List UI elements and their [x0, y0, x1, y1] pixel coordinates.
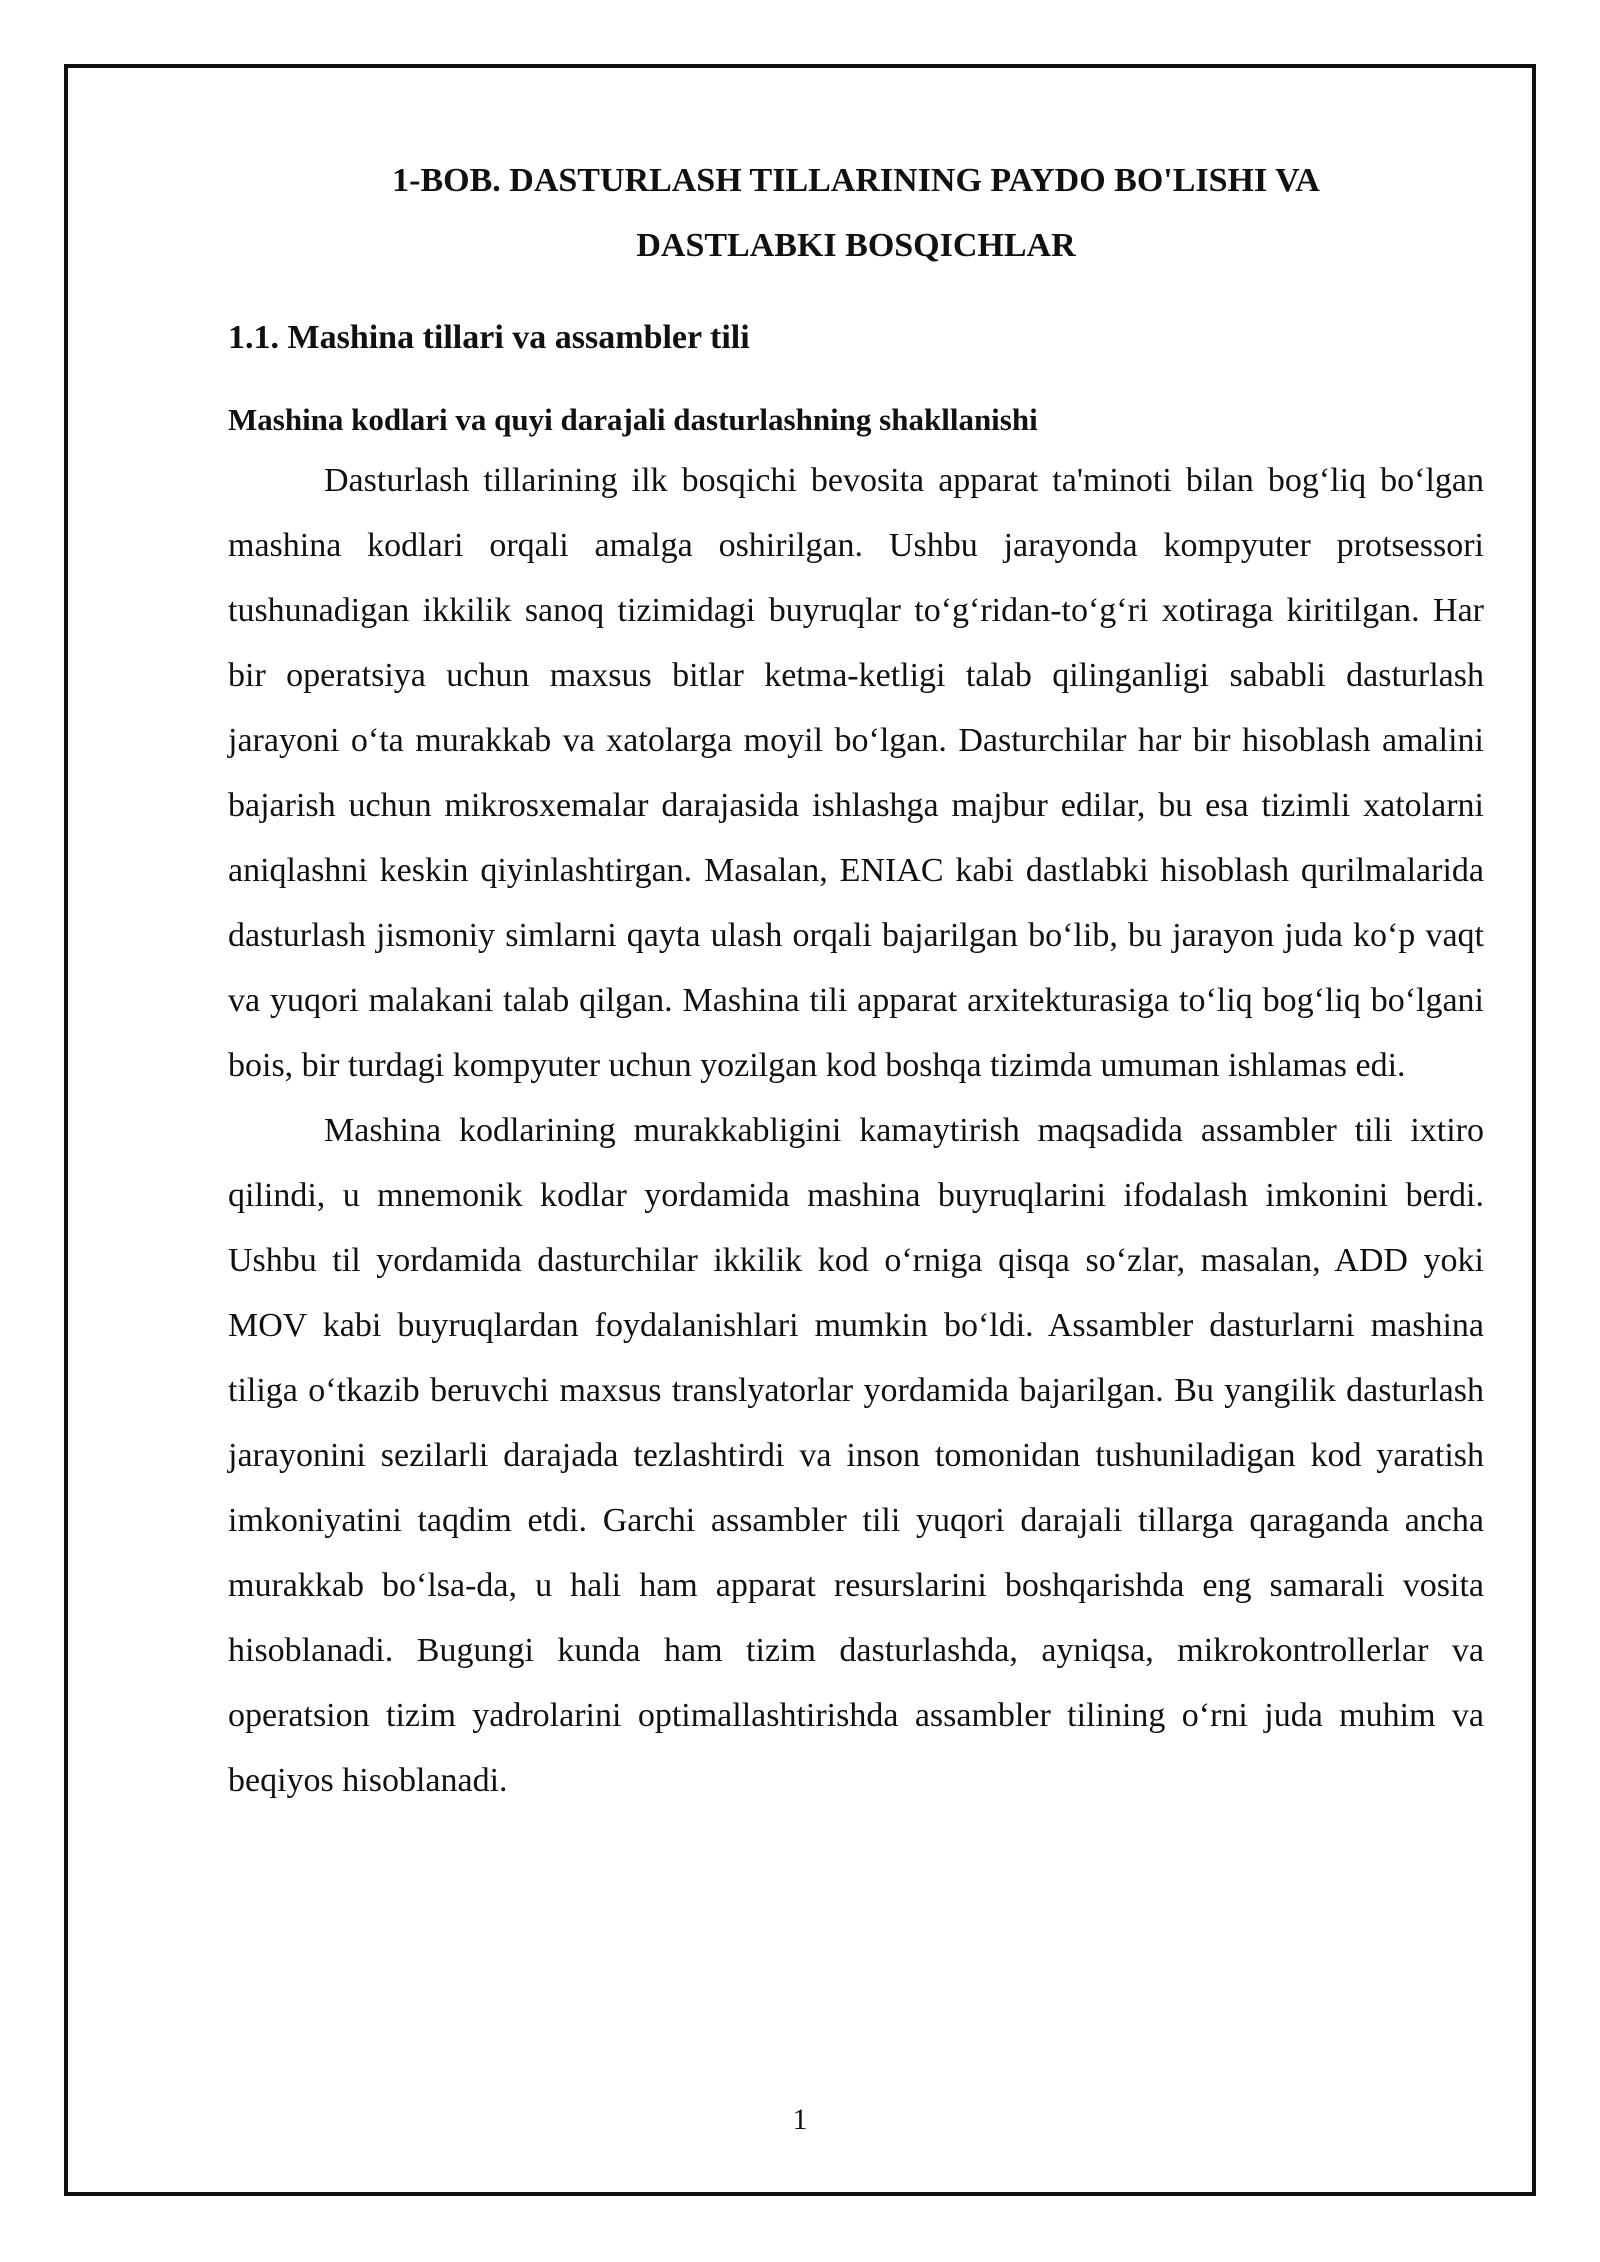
section-title: 1.1. Mashina tillari va assambler tili [228, 319, 750, 356]
body-paragraph-1: Dasturlash tillarining ilk bosqichi bevosita apparat ta'minoti bilan bog‘liq bo‘lgan mashina kodlari orqali amalga oshirilgan. Ushbu jarayonda kompyuter protsessori tushunadigan ikkilik sanoq tizimidagi buyruqlar to‘g‘ridan-to‘g‘ri xotiraga kiritilgan. Har bir operatsiya uchun maxsus bitlar ketma-ketligi talab qilinganligi sababli dasturlash jarayoni o‘ta murakkab va xatolarga moyil bo‘lgan. Dasturchilar har bir hisoblash amalini bajarish uchun mikrosxemalar darajasida ishlashga majbur edilar, bu esa tizimli xatolarni aniqlashni keskin qiyinlashtirgan. Masalan, ENIAC kabi dastlabki hisoblash qurilmalarida dasturlash jismoniy simlarni qayta ulash orqali bajarilgan bo‘lib, bu jarayon juda ko‘p vaqt va yuqori malakani talab qilgan. Mashina tili apparat arxitekturasiga to‘liq bog‘liq bo‘lgani bois, bir turdagi kompyuter uchun yozilgan kod boshqa tizimda umuman ishlamas edi. [228, 462, 1484, 1084]
chapter-title-line-2: DASTLABKI BOSQICHLAR [636, 227, 1076, 264]
body-paragraph-2: Mashina kodlarining murakkabligini kamaytirish maqsadida assambler tili ixtiro qilindi, u mnemonik kodlar yordamida mashina buyruqlarini ifodalash imkonini berdi. Ushbu til yordamida dasturchilar ikkilik kod o‘rniga qisqa so‘zlar, masalan, ADD yoki MOV kabi buyruqlardan foydalanishlari mumkin bo‘ldi. Assambler dasturlarni mashina tiliga o‘tkazib beruvchi maxsus translyatorlar yordamida bajarilgan. Bu yangilik dasturlash jarayonini sezilarli darajada tezlashtirdi va inson tomonidan tushuniladigan kod yaratish imkoniyatini taqdim etdi. Garchi assambler tili yuqori darajali tillarga qaraganda ancha murakkab bo‘lsa-da, u hali ham apparat resurslarini boshqarishda eng samarali vosita hisoblanadi. Bugungi kunda ham tizim dasturlashda, ayniqsa, mikrokontrollerlar va operatsion tizim yadrolarini optimallashtirishda assambler tilining o‘rni juda muhim va beqiyos hisoblanadi. [228, 1112, 1484, 1799]
chapter-title-line-1: 1-BOB. DASTURLASH TILLARINING PAYDO BO'LISHI VA [392, 162, 1320, 199]
subsection-title: Mashina kodlari va quyi darajali dasturlashning shakllanishi [228, 402, 1038, 437]
chapter-title [228, 148, 1484, 278]
page-number: 1 [792, 2103, 808, 2136]
page-content [228, 148, 1484, 1813]
